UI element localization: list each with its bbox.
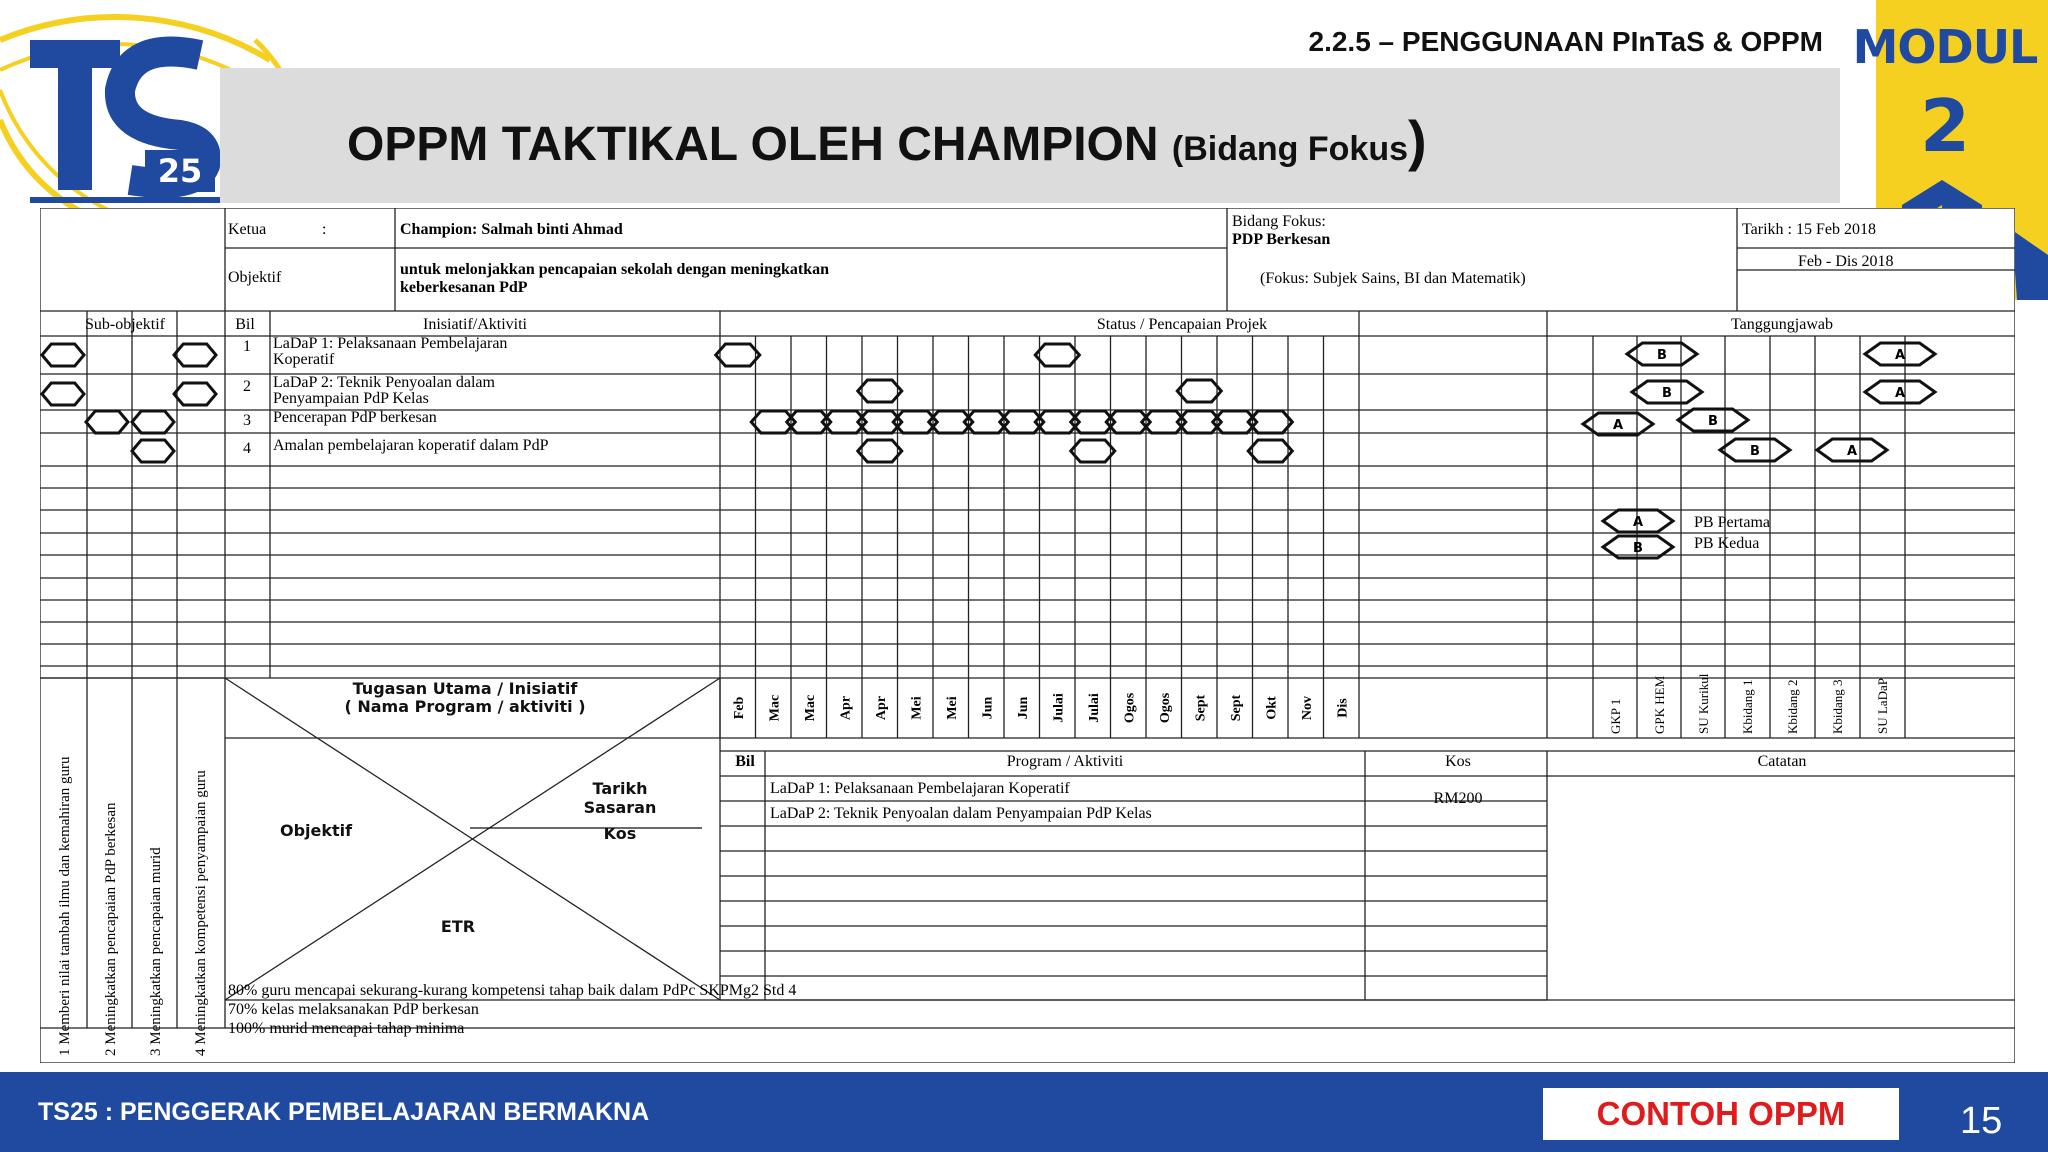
- responsible-label: SU LaDaP: [1875, 678, 1890, 734]
- bidang-value: PDP Berkesan: [1232, 231, 1331, 248]
- h-status: Status / Pencapaian Projek: [1096, 316, 1268, 333]
- sub-objective-label: 1 Memberi nilai tambah ilmu dan kemahiran guru: [57, 756, 73, 1056]
- tarikh-text: Tarikh : 15 Feb 2018: [1742, 221, 1876, 238]
- target-3: 100% murid mencapai tahap minima: [228, 1020, 465, 1037]
- contoh-oppm-button[interactable]: CONTOH OPPM: [1543, 1088, 1899, 1140]
- month-label: Okt: [1264, 696, 1280, 720]
- responsible-label: Kbidang 2: [1785, 679, 1800, 734]
- responsible-label: Kbidang 1: [1740, 679, 1755, 734]
- sub-objective-label: 3 Meningkatkan pencapaian murid: [148, 847, 164, 1056]
- marker-letter: A: [1632, 515, 1644, 530]
- activity-line2: Koperatif: [273, 351, 335, 368]
- bidang-label: Bidang Fokus:: [1232, 213, 1326, 230]
- month-label: Jun: [980, 696, 996, 720]
- month-label: Feb: [731, 696, 747, 720]
- marker-letter: B: [1662, 386, 1672, 401]
- x-kos: Kos: [603, 824, 637, 843]
- fokus-text: (Fokus: Subjek Sains, BI dan Matematik): [1260, 270, 1526, 287]
- modul-label: MODUL: [1852, 20, 2038, 74]
- h-subobjektif: Sub-objektif: [85, 316, 165, 333]
- x-etr: ETR: [440, 917, 476, 936]
- month-label: Dis: [1335, 698, 1351, 718]
- marker-letter: A: [1846, 444, 1858, 459]
- legend-b-text: PB Kedua: [1694, 535, 1760, 552]
- sub-objective-label: 4 Meningkatkan kompetensi penyampaian guru: [193, 770, 209, 1056]
- activity-no: 4: [243, 440, 251, 457]
- objektif-line1: untuk melonjakkan pencapaian sekolah dengan meningkatkan: [400, 261, 830, 278]
- activity-no: 1: [243, 338, 251, 355]
- program-1-kos: RM200: [1433, 790, 1483, 807]
- p-kos: Kos: [1445, 753, 1471, 770]
- month-label: Mac: [802, 694, 818, 722]
- p-bil: Bil: [735, 753, 755, 770]
- h-bil: Bil: [235, 316, 255, 333]
- x-tarikh: Tarikh: [592, 779, 648, 798]
- marker-letter: A: [1894, 386, 1906, 401]
- month-label: Mac: [767, 694, 783, 722]
- ketua-colon: :: [322, 221, 327, 238]
- x-objektif: Objektif: [280, 821, 353, 840]
- month-label: Sept: [1193, 694, 1209, 722]
- marker-letter: B: [1708, 414, 1718, 429]
- activity-no: 3: [243, 412, 251, 429]
- activity-line1: Pencerapan PdP berkesan: [273, 409, 437, 426]
- activity-line1: Amalan pembelajaran koperatif dalam PdP: [273, 437, 549, 454]
- month-label: Sept: [1228, 694, 1244, 722]
- h-tanggungjawab: Tanggungjawab: [1731, 316, 1833, 333]
- marker-letter: A: [1894, 348, 1906, 363]
- responsible-label: Kbidang 3: [1830, 679, 1845, 734]
- marker-letter: A: [1612, 418, 1624, 433]
- month-label: Jun: [1015, 696, 1031, 720]
- x-tugasan-2: ( Nama Program / aktiviti ): [344, 697, 586, 716]
- champion-name: Champion: Salmah binti Ahmad: [400, 221, 623, 238]
- month-label: Apr: [873, 695, 889, 721]
- activity-line1: LaDaP 2: Teknik Penyoalan dalam: [273, 374, 495, 391]
- p-program: Program / Aktiviti: [1006, 753, 1124, 770]
- month-label: Julai: [1086, 693, 1102, 723]
- date-range: Feb - Dis 2018: [1798, 253, 1894, 270]
- program-1-name: LaDaP 1: Pelaksanaan Pembelajaran Koperatif: [770, 780, 1070, 797]
- x-tugasan-1: Tugasan Utama / Inisiatif: [352, 679, 578, 698]
- month-label: Ogos: [1122, 692, 1138, 724]
- modul-number: 2: [1919, 84, 1971, 168]
- page-number: 15: [1960, 1100, 2003, 1142]
- activity-line2: Penyampaian PdP Kelas: [273, 390, 429, 407]
- svg-text:25: 25: [157, 152, 203, 190]
- month-label: Nov: [1299, 695, 1315, 721]
- objektif-label: Objektif: [228, 269, 282, 286]
- title-sub: (Bidang Fokus: [1171, 130, 1408, 168]
- ketua-label: Ketua: [228, 221, 267, 238]
- objektif-line2: keberkesanan PdP: [400, 279, 528, 296]
- h-inisiatif: Inisiatif/Aktiviti: [423, 316, 527, 333]
- program-2-name: LaDaP 2: Teknik Penyoalan dalam Penyampaian PdP Kelas: [770, 805, 1152, 822]
- target-2: 70% kelas melaksanakan PdP berkesan: [228, 1001, 479, 1018]
- p-catatan: Catatan: [1757, 753, 1807, 770]
- month-label: Mei: [944, 696, 960, 720]
- responsible-label: GPK HEM: [1652, 675, 1667, 734]
- footer-text: TS25 : PENGGERAK PEMBELAJARAN BERMAKNA: [38, 1098, 650, 1126]
- month-label: Mei: [909, 696, 925, 720]
- responsible-label: GKP 1: [1608, 698, 1623, 734]
- module-code: 2.2.5 – PENGGUNAAN PInTaS & OPPM: [1308, 26, 1823, 57]
- marker-letter: B: [1657, 348, 1667, 363]
- responsible-label: SU Kurikul: [1696, 673, 1711, 734]
- x-sasaran: Sasaran: [583, 798, 657, 817]
- title-paren: ): [1408, 109, 1427, 172]
- oppm-form: [40, 208, 2015, 1063]
- legend-a-text: PB Pertama: [1694, 514, 1770, 531]
- month-label: Apr: [838, 695, 854, 721]
- page-title: [347, 108, 1427, 173]
- activity-no: 2: [243, 378, 251, 395]
- target-1: 80% guru mencapai sekurang-kurang kompetensi tahap baik dalam PdPc SKPMg2 Std 4: [228, 982, 797, 999]
- month-label: Julai: [1051, 693, 1067, 723]
- activity-line1: LaDaP 1: Pelaksanaan Pembelajaran: [273, 335, 508, 352]
- month-label: Ogos: [1157, 692, 1173, 724]
- marker-letter: B: [1633, 541, 1643, 556]
- marker-letter: B: [1750, 444, 1760, 459]
- title-main: OPPM TAKTIKAL OLEH CHAMPION: [347, 118, 1159, 171]
- sub-objective-label: 2 Meningkatkan pencapaian PdP berkesan: [103, 802, 119, 1056]
